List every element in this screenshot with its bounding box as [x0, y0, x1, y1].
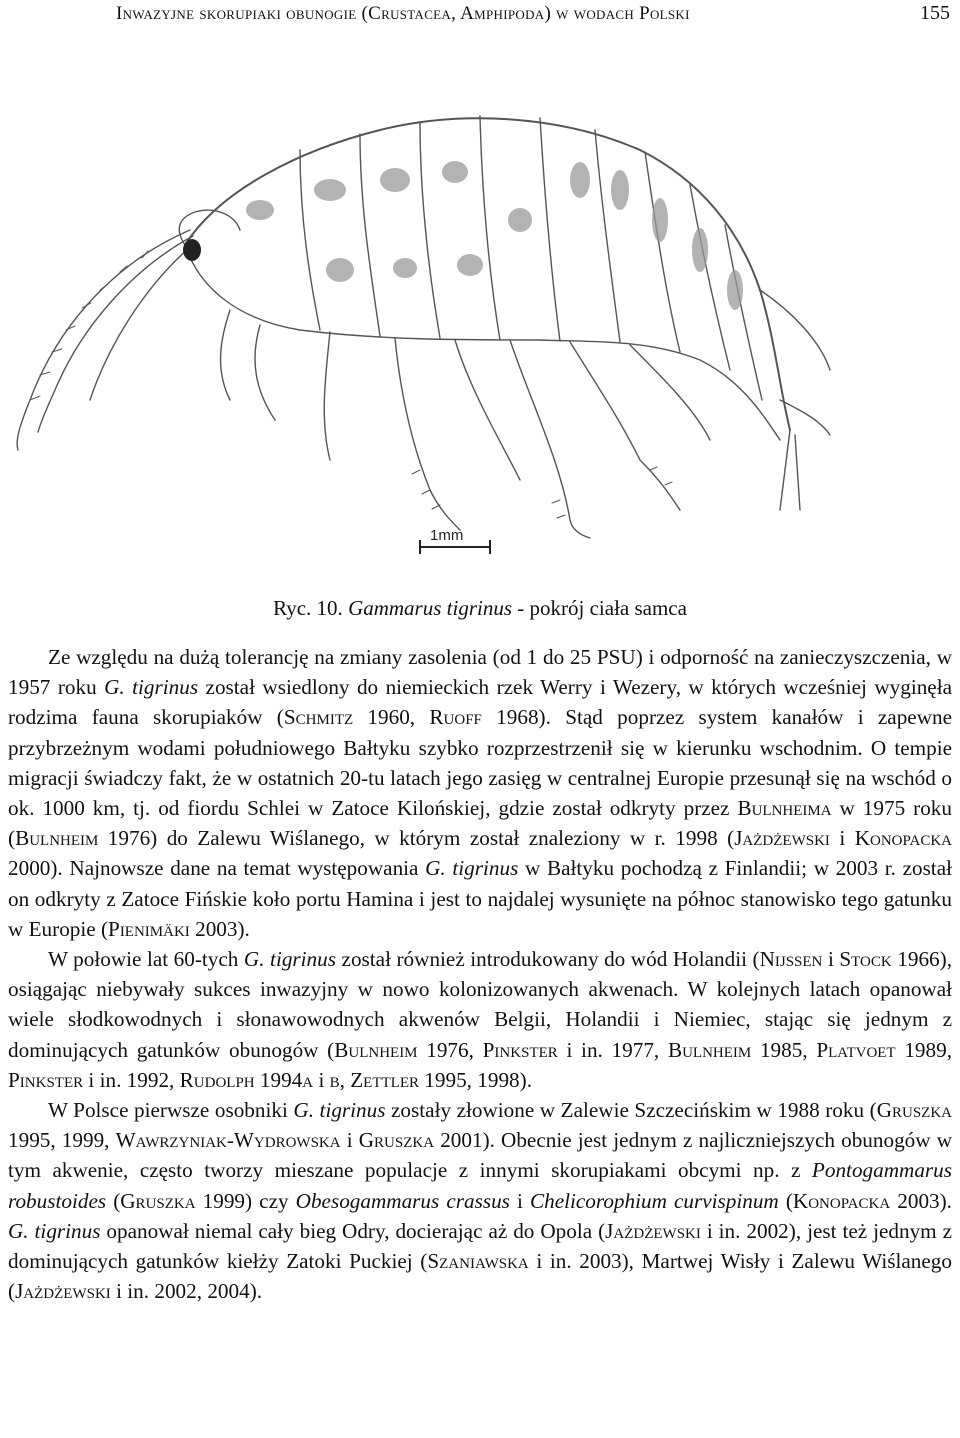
text-run: 1976) do Zalewu Wiślanego, w którym został znaleziony w r. 1998 (	[98, 826, 735, 851]
text-run: i in. 2002, 2004).	[110, 1279, 263, 1304]
author-name: Ruoff	[429, 705, 482, 730]
text-run: i in. 1977,	[557, 1037, 668, 1062]
text-run: 1966), osiągając niebywały sukces inwazyjny w nowo kolonizowanych akwenach. W kolejnych latach opanował wiele słodkowodnych i słonawowodnych akwenów Belgii, Holandii i Niemiec, stając się jednym z dominujących gatunków obunogów (	[8, 947, 952, 1062]
author-name: Platvoet	[816, 1037, 896, 1062]
text-run: i in. 2002), jest też jednym z dominujących gatunków kiełży Zatoki Puckiej (	[8, 1218, 953, 1274]
text-run: 1995, 1998).	[419, 1067, 532, 1092]
author-name: b	[329, 1067, 340, 1092]
text-run: 1960,	[353, 705, 430, 730]
text-run: 2001). Obecnie jest jednym z najliczniejszych obunogów w tym akwenie, często tworzy mieszane populacje z innymi skorupiakami obcymi np. z	[8, 1128, 952, 1183]
caption-rest: - pokrój ciała samca	[512, 596, 687, 620]
running-title: Inwazyjne skorupiaki obunogie (Crustacea, Amphipoda) w wodach Polski	[116, 3, 690, 24]
text-run: (	[106, 1188, 121, 1213]
author-name: Nijssen	[759, 947, 823, 972]
species-name: G. tigrinus	[243, 947, 336, 972]
author-name: Jażdżewski	[734, 826, 830, 851]
author-name: Jażdżewski	[15, 1279, 111, 1304]
text-run: został wsiedlony do niemieckich rzek Werry i Wezery, w których wcześniej wyginęła rodzima fauna skorupiaków (	[8, 675, 952, 730]
author-name: Pinkster	[8, 1067, 84, 1092]
text-run: W połowie lat 60-tych	[48, 947, 244, 972]
author-name: Gruszka	[120, 1188, 196, 1213]
figure-caption	[0, 596, 960, 621]
text-run: 1985,	[751, 1037, 817, 1062]
text-run: 1989,	[895, 1037, 952, 1062]
author-name: Gruszka	[358, 1128, 435, 1153]
author-name: Konopacka	[792, 1188, 891, 1213]
author-name: Bulnheim	[667, 1037, 752, 1062]
author-name: Bulnheim	[15, 826, 99, 851]
author-name: Szaniawska	[427, 1249, 529, 1274]
text-run: 1994	[254, 1067, 303, 1092]
text-run: opanował niemal cały bieg Odry, docierając aż do Opola (	[100, 1218, 606, 1243]
text-run: 1999) czy	[195, 1188, 296, 1213]
caption-species: Gammarus tigrinus	[348, 596, 513, 620]
text-run: w 1975 roku (	[8, 796, 952, 851]
author-name: Pinkster	[482, 1037, 558, 1062]
author-name: Rudolph	[179, 1067, 255, 1092]
text-run: (	[778, 1188, 793, 1213]
page-header	[0, 0, 960, 34]
paragraph	[8, 1095, 952, 1306]
author-name: Wawrzyniak-Wydrowska	[115, 1128, 341, 1153]
text-run: 2003).	[189, 916, 250, 941]
scale-bar	[420, 527, 490, 554]
text-run: zostały złowione w Zalewie Szczecińskim w 1988 roku (	[385, 1098, 877, 1123]
page-number: 155	[920, 2, 950, 24]
text-run: 1968). Stąd poprzez system kanałów i zapewne przybrzeżnym wodami południowego Bałtyku szybko rozprzestrzenił się w kierunku wschodnim. O tempie migracji świadczy fakt, że w ostatnich 20-tu latach jego zasięg w centralnej Europie przesunął się na wschód o ok. 1000 km, tj. od fiordu Schlei w Zatoce Kilońskiej, gdzie został odkryty przez	[8, 705, 952, 821]
text-run: Ze względu na dużą tolerancję na zmiany zasolenia (od 1 do 25 PSU) i odporność na zanieczyszczenia, w 1957 roku	[8, 645, 952, 700]
author-name: Konopacka	[854, 826, 952, 851]
text-run: ,	[339, 1067, 351, 1092]
amphipod-illustration	[0, 40, 960, 580]
paragraph	[8, 642, 952, 944]
text-run: 2000). Najnowsze dane na temat występowania	[8, 856, 426, 881]
author-name: Bulnheim	[334, 1037, 418, 1062]
species-name: G. tigrinus	[8, 1218, 101, 1243]
author-name: Stock	[839, 947, 892, 972]
text-run: W Polsce pierwsze osobniki	[48, 1098, 294, 1123]
author-name: Jażdżewski	[605, 1218, 701, 1243]
caption-prefix: Ryc. 10.	[273, 596, 349, 620]
figure-amphipod	[0, 40, 960, 580]
text-run: i	[822, 947, 840, 972]
text-run: został również introdukowany do wód Holandii (	[336, 947, 760, 972]
species-name: Obesogammarus crassus	[295, 1188, 510, 1213]
species-name: Pontogammarus robustoides	[8, 1158, 952, 1213]
text-run: i	[509, 1188, 530, 1213]
text-run: i	[340, 1128, 359, 1153]
scale-label: 1mm	[430, 527, 464, 544]
author-name: Schmitz	[283, 705, 354, 730]
author-name: a	[302, 1067, 314, 1092]
author-name: Gruszka	[876, 1098, 952, 1123]
text-run: 1976,	[417, 1037, 483, 1062]
text-run: 1995, 1999,	[8, 1128, 116, 1153]
text-run: 2003).	[890, 1188, 952, 1213]
author-name: Pienimäki	[108, 916, 190, 941]
species-name: G. tigrinus	[293, 1098, 386, 1123]
species-name: Chelicorophium curvispinum	[529, 1188, 779, 1213]
text-run: i in. 2003), Martwej Wisły i Zalewu Wiślanego (	[8, 1249, 952, 1304]
paragraph	[8, 944, 952, 1095]
species-name: G. tigrinus	[104, 675, 199, 700]
author-name: Zettler	[350, 1067, 419, 1092]
species-name: G. tigrinus	[425, 856, 519, 881]
text-run: i	[313, 1067, 330, 1092]
text-run: w Bałtyku pochodzą z Finlandii; w 2003 r. został on odkryty z Zatoce Fińskie koło portu Hamina i jest to najdalej wysunięte na północ stanowisko tego gatunku w Europie (	[8, 856, 952, 941]
eye-icon	[183, 239, 201, 261]
body-text	[8, 642, 952, 1306]
text-run: i in. 1992,	[83, 1067, 180, 1092]
text-run: i	[829, 826, 855, 851]
author-name: Bulnheima	[737, 796, 832, 821]
